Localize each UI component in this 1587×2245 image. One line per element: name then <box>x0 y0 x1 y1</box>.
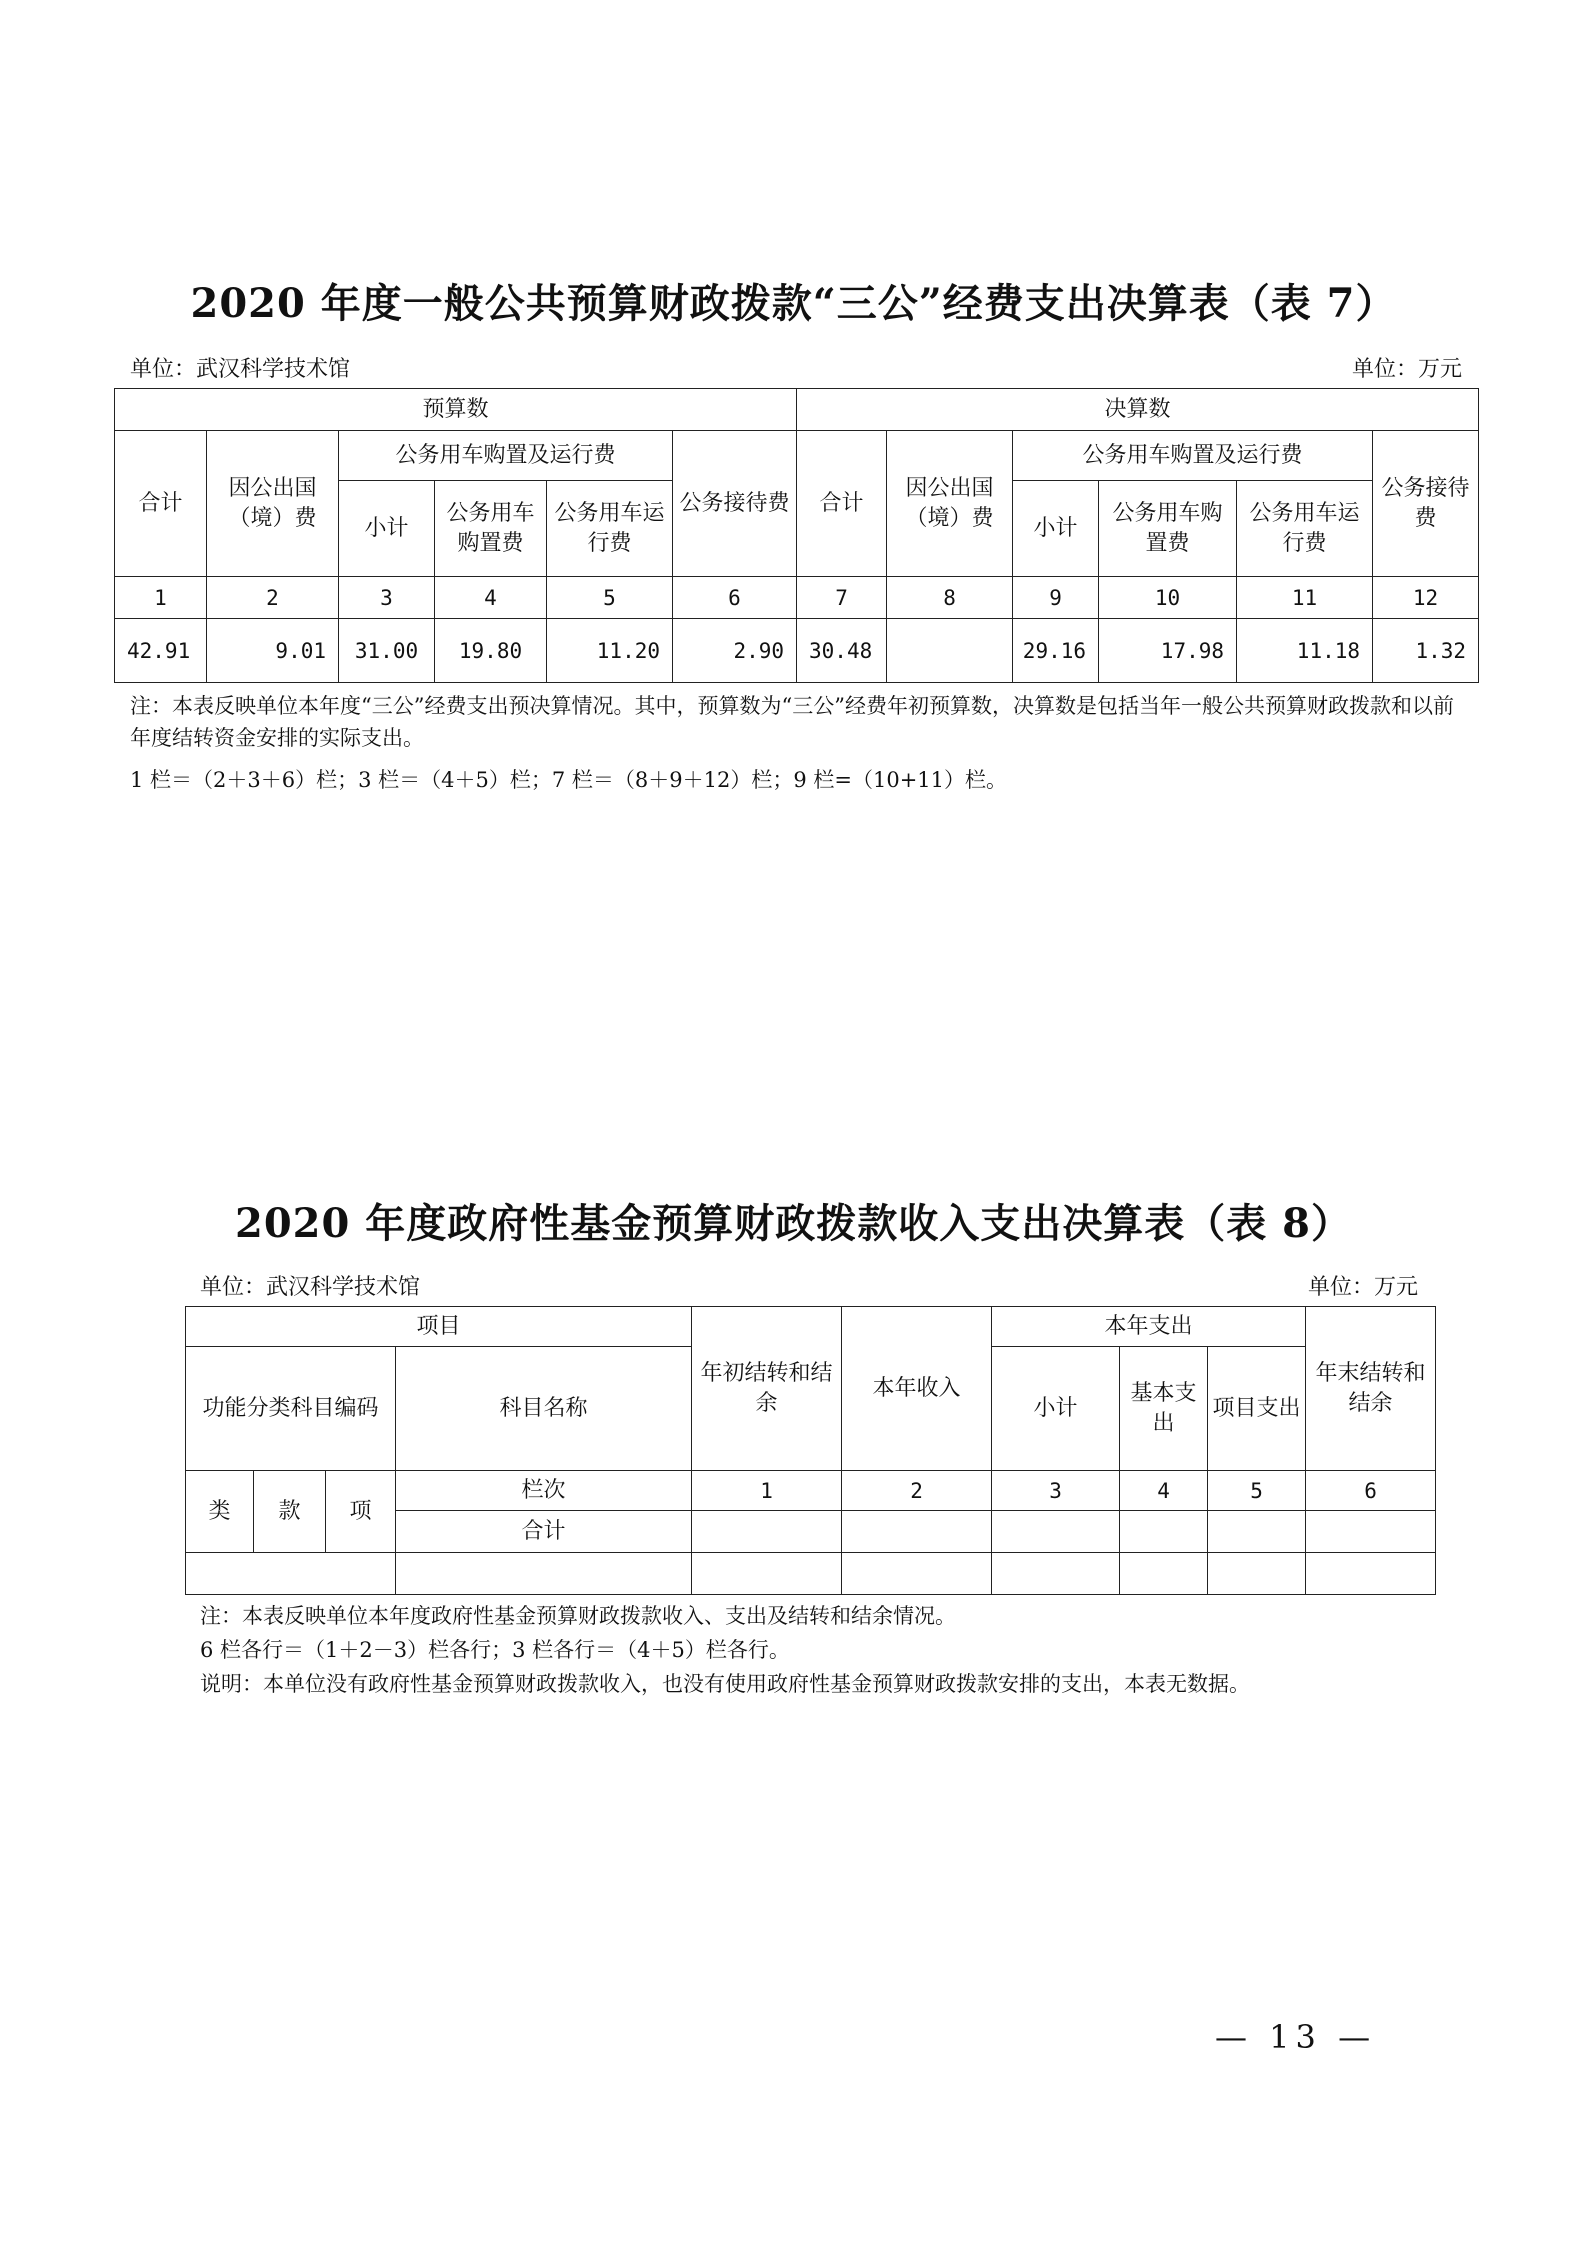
table7-colnum: 4 <box>435 577 547 619</box>
table7-colnum: 3 <box>339 577 435 619</box>
table7-h-abroad-budget: 因公出国（境）费 <box>207 431 339 577</box>
table8-colnum: 5 <box>1208 1471 1306 1511</box>
table8-h-end: 年末结转和结余 <box>1306 1307 1436 1471</box>
table8-cell-empty <box>1208 1511 1306 1553</box>
table8-note: 注：本表反映单位本年度政府性基金预算财政拨款收入、支出及结转和结余情况。 <box>200 1604 956 1628</box>
table7-colnum: 8 <box>887 577 1013 619</box>
table7-value-subtotal-final: 29.16 <box>1013 619 1099 683</box>
table7-h-car-group-final: 公务用车购置及运行费 <box>1013 431 1373 481</box>
table7-h-total-final: 合计 <box>797 431 887 577</box>
table7-h-car-buy-budget: 公务用车购置费 <box>435 481 547 577</box>
table7-h-reception-budget: 公务接待费 <box>673 431 797 577</box>
table8-cell-empty <box>842 1511 992 1553</box>
table8-h-begin: 年初结转和结余 <box>692 1307 842 1471</box>
table7 <box>114 388 1479 683</box>
table8-cell-empty <box>1120 1511 1208 1553</box>
table7-colnum: 5 <box>547 577 673 619</box>
table7-h-subtotal-final: 小计 <box>1013 481 1099 577</box>
table7-value-car-run-budget: 11.20 <box>547 619 673 683</box>
table7-value-abroad-final <box>887 619 1013 683</box>
table8-unit-org: 单位：武汉科学技术馆 <box>200 1275 421 1300</box>
table8-h-name: 科目名称 <box>396 1347 692 1471</box>
table7-note: 注：本表反映单位本年度“三公”经费支出预决算情况。其中，预算数为“三公”经费年初预算数，决算数是包括当年一般公共预算财政拨款和以前年度结转资金安排的实际支出。 <box>130 694 1454 750</box>
table7-value-car-buy-final: 17.98 <box>1099 619 1237 683</box>
table8-explanation: 说明：本单位没有政府性基金预算财政拨款收入，也没有使用政府性基金预算财政拨款安排的支出，本表无数据。 <box>200 1672 1250 1696</box>
table8-h-basic: 基本支出 <box>1120 1347 1208 1471</box>
table8-cell-empty <box>992 1511 1120 1553</box>
table7-value-car-run-final: 11.18 <box>1237 619 1373 683</box>
table7-colnum: 7 <box>797 577 887 619</box>
table7-value-reception-budget: 2.90 <box>673 619 797 683</box>
table8-cell-empty <box>692 1553 842 1595</box>
table8-title: 2020 年度政府性基金预算财政拨款收入支出决算表（表 8） <box>234 1200 1352 1247</box>
table7-value-total-budget: 42.91 <box>115 619 207 683</box>
table7-unit-org: 单位：武汉科学技术馆 <box>130 357 351 382</box>
table8-cell-empty <box>992 1553 1120 1595</box>
table7-unit-row <box>130 352 1462 383</box>
table8-colnum: 1 <box>692 1471 842 1511</box>
table8-colnum: 4 <box>1120 1471 1208 1511</box>
table7-formula: 1 栏＝（2＋3＋6）栏；3 栏＝（4＋5）栏；7 栏＝（8＋9＋12）栏；9 栏=（10+11）栏。 <box>130 768 1008 792</box>
table8-h-lanci: 栏次 <box>396 1471 692 1511</box>
table7-unit-currency: 单位：万元 <box>1351 357 1462 382</box>
table8-cell-empty <box>396 1553 692 1595</box>
table8-cell-empty <box>842 1553 992 1595</box>
table8-cell-empty <box>692 1511 842 1553</box>
table8-h-heji: 合计 <box>396 1511 692 1553</box>
table7-colnum: 9 <box>1013 577 1099 619</box>
table8-h-expense-group: 本年支出 <box>992 1307 1306 1347</box>
table8-colnum: 2 <box>842 1471 992 1511</box>
table8-h-subtotal: 小计 <box>992 1347 1120 1471</box>
table7-colnum: 2 <box>207 577 339 619</box>
table8-cell-empty <box>1306 1553 1436 1595</box>
table7-title: 2020 年度一般公共预算财政拨款“三公”经费支出决算表（表 7） <box>190 280 1397 327</box>
table7-colnum: 12 <box>1373 577 1479 619</box>
table7-h-car-run-budget: 公务用车运行费 <box>547 481 673 577</box>
table7-h-car-buy-final: 公务用车购置费 <box>1099 481 1237 577</box>
table8-cell-empty <box>1120 1553 1208 1595</box>
table7-colnum: 11 <box>1237 577 1373 619</box>
table7-h-car-group-budget: 公务用车购置及运行费 <box>339 431 673 481</box>
table7-group-budget: 预算数 <box>115 389 797 431</box>
table7-colnum: 6 <box>673 577 797 619</box>
table7-h-car-run-final: 公务用车运行费 <box>1237 481 1373 577</box>
table8-h-item: 项目 <box>186 1307 692 1347</box>
table7-colnum: 10 <box>1099 577 1237 619</box>
table7-h-total-budget: 合计 <box>115 431 207 577</box>
table8 <box>185 1306 1436 1595</box>
table7-value-car-buy-budget: 19.80 <box>435 619 547 683</box>
table7-h-subtotal-budget: 小计 <box>339 481 435 577</box>
table7-h-abroad-final: 因公出国（境）费 <box>887 431 1013 577</box>
table7-h-reception-final: 公务接待费 <box>1373 431 1479 577</box>
table8-h-code: 功能分类科目编码 <box>186 1347 396 1471</box>
table8-cell-empty <box>1208 1553 1306 1595</box>
table8-h-lei: 类 <box>186 1471 254 1553</box>
table8-formula: 6 栏各行＝（1＋2－3）栏各行；3 栏各行＝（4＋5）栏各行。 <box>200 1638 790 1662</box>
table7-value-abroad-budget: 9.01 <box>207 619 339 683</box>
table8-colnum: 3 <box>992 1471 1120 1511</box>
table7-value-reception-final: 1.32 <box>1373 619 1479 683</box>
table8-h-xiang: 项 <box>326 1471 396 1553</box>
table7-group-final: 决算数 <box>797 389 1479 431</box>
table8-unit-currency: 单位：万元 <box>1307 1275 1418 1300</box>
table8-h-project: 项目支出 <box>1208 1347 1306 1471</box>
table8-unit-row <box>200 1270 1418 1301</box>
table8-cell-empty <box>186 1553 396 1595</box>
page-number: — 13 — <box>1215 2018 1377 2056</box>
table7-colnum: 1 <box>115 577 207 619</box>
table8-colnum: 6 <box>1306 1471 1436 1511</box>
table8-h-kuan: 款 <box>254 1471 326 1553</box>
table7-value-subtotal-budget: 31.00 <box>339 619 435 683</box>
table8-h-income: 本年收入 <box>842 1307 992 1471</box>
table7-value-total-final: 30.48 <box>797 619 887 683</box>
table8-cell-empty <box>1306 1511 1436 1553</box>
